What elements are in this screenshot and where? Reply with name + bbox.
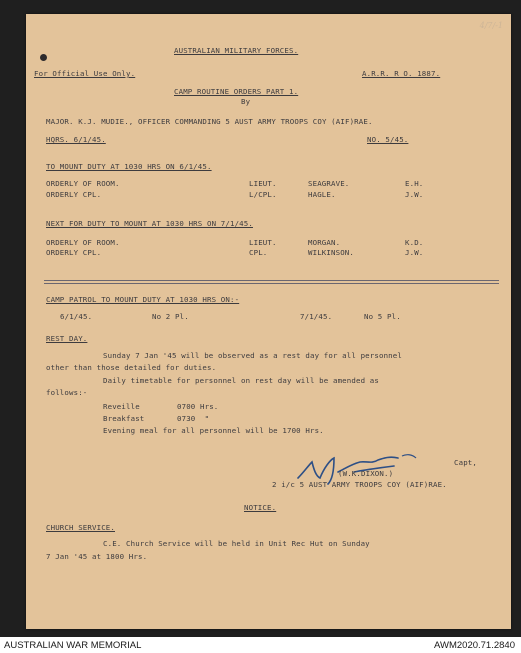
notice-heading: NOTICE. <box>244 503 277 512</box>
duty-rank: LIEUT. <box>249 179 277 188</box>
breakfast-time: 0730 " <box>177 414 210 423</box>
duty-name: ORDERLY OF ROOM. <box>46 179 120 188</box>
evening-meal-text: Evening meal for all personnel will be 1700 Hrs. <box>103 426 324 435</box>
duty-initials: K.D. <box>405 238 424 247</box>
duty-name: ORDERLY OF ROOM. <box>46 238 120 247</box>
section-heading-camp-patrol: CAMP PATROL TO MOUNT DUTY AT 1030 HRS ON:- <box>46 295 240 304</box>
patrol-date: 7/1/45. <box>300 312 333 321</box>
corner-annotation: 4/7/-1 <box>479 21 503 30</box>
rest-day-text: follows:- <box>46 388 88 397</box>
section-heading-next-duty: NEXT FOR DUTY TO MOUNT AT 1030 HRS ON 7/1/45. <box>46 219 253 228</box>
rest-day-text: other than those detailed for duties. <box>46 363 217 372</box>
footer-credit: AUSTRALIAN WAR MEMORIAL <box>4 640 142 651</box>
reference-number: A.R.R. R O. 1887. <box>362 69 441 78</box>
issuer-line: MAJOR. K.J. MUDIE., OFFICER COMMANDING 5 AUST ARMY TROOPS COY (AIF)RAE. <box>46 117 373 126</box>
footer-bar <box>0 637 521 653</box>
duty-name: ORDERLY CPL. <box>46 190 102 199</box>
divider-line <box>44 283 499 284</box>
church-text: C.E. Church Service will be held in Unit Rec Hut on Sunday <box>103 539 370 548</box>
duty-person: HAGLE. <box>308 190 336 199</box>
footer-accession-number: AWM2020.71.2840 <box>434 640 515 651</box>
breakfast-label: Breakfast <box>103 414 145 423</box>
church-text: 7 Jan '45 at 1800 Hrs. <box>46 552 148 561</box>
punch-hole <box>40 54 47 61</box>
rest-day-text: Daily timetable for personnel on rest day will be amended as <box>103 376 379 385</box>
section-heading-rest-day: REST DAY. <box>46 334 88 343</box>
signatory-rank: Capt, <box>454 458 477 467</box>
hqrs-date: HQRS. 6/1/45. <box>46 135 106 144</box>
duty-person: SEAGRAVE. <box>308 179 350 188</box>
duty-rank: L/CPL. <box>249 190 277 199</box>
section-heading-church: CHURCH SERVICE. <box>46 523 115 532</box>
duty-name: ORDERLY CPL. <box>46 248 102 257</box>
duty-person: MORGAN. <box>308 238 341 247</box>
patrol-platoon: No 2 Pl. <box>152 312 189 321</box>
reveille-label: Reveille <box>103 402 140 411</box>
section-heading-mount-duty: TO MOUNT DUTY AT 1030 HRS ON 6/1/45. <box>46 162 212 171</box>
divider-line <box>44 280 499 281</box>
duty-rank: CPL. <box>249 248 268 257</box>
patrol-platoon: No 5 Pl. <box>364 312 401 321</box>
duty-rank: LIEUT. <box>249 238 277 247</box>
document-page <box>26 14 511 629</box>
signatory-unit: 2 i/c 5 AUST ARMY TROOPS COY (AIF)RAE. <box>272 480 447 489</box>
duty-initials: J.W. <box>405 190 424 199</box>
document-title: CAMP ROUTINE ORDERS PART 1. <box>174 87 299 96</box>
duty-person: WILKINSON. <box>308 248 354 257</box>
patrol-date: 6/1/45. <box>60 312 93 321</box>
rest-day-text: Sunday 7 Jan '45 will be observed as a rest day for all personnel <box>103 351 402 360</box>
duty-initials: J.W. <box>405 248 424 257</box>
order-number: NO. 5/45. <box>367 135 409 144</box>
document-header: AUSTRALIAN MILITARY FORCES. <box>174 46 299 55</box>
reveille-time: 0700 Hrs. <box>177 402 219 411</box>
signatory-name: (W.K.DIXON.) <box>338 469 394 478</box>
duty-initials: E.H. <box>405 179 424 188</box>
restriction-label: For Official Use Only. <box>34 69 136 78</box>
by-label: By <box>241 97 251 106</box>
